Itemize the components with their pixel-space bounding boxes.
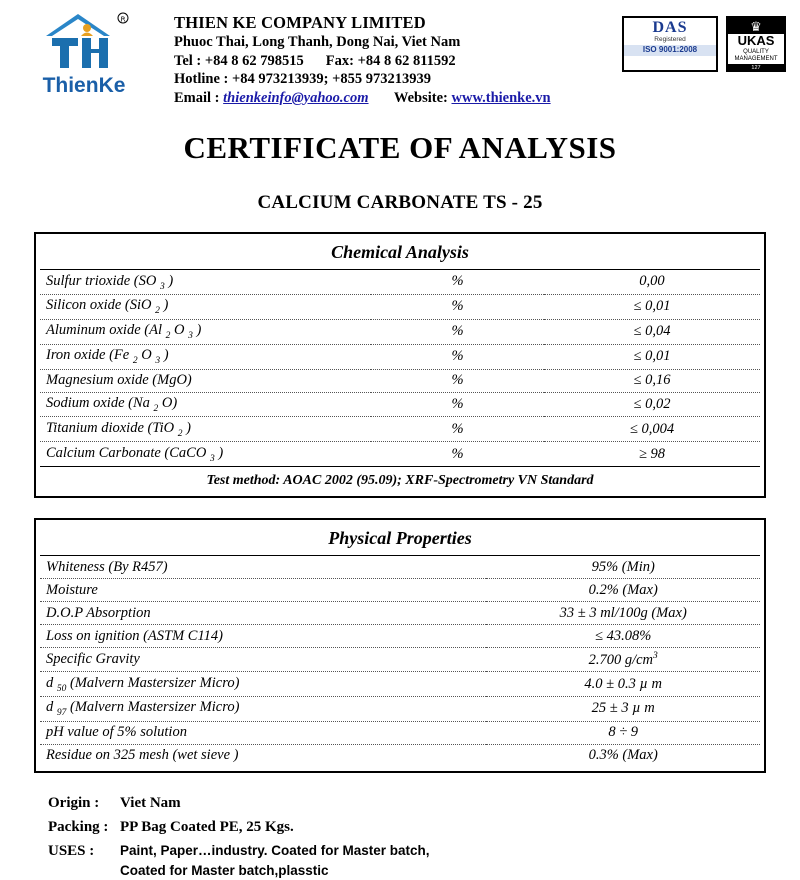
table-row	[40, 696, 760, 721]
param-mgo: Magnesium oxide (MgO)	[40, 369, 371, 392]
ukas-quality-text: QUALITY	[728, 49, 784, 57]
value-specific-gravity-exponent: 3	[653, 650, 658, 661]
certification-logos	[596, 8, 786, 72]
chemical-analysis-heading: Chemical Analysis	[40, 238, 760, 270]
page-title: CERTIFICATE OF ANALYSIS	[183, 130, 617, 165]
physical-properties-section	[34, 518, 766, 773]
origin-value: Viet Nam	[120, 794, 181, 811]
company-name: THIEN KE COMPANY LIMITED	[174, 13, 426, 32]
crown-icon: ♛	[750, 19, 762, 34]
website-label: Website:	[393, 89, 448, 106]
value-mgo: ≤ 0,16	[544, 369, 760, 392]
uses-line-2: Coated for Master batch,plasstic	[120, 862, 329, 878]
unit-tio2: %	[371, 417, 544, 442]
value-ph-value: 8 ÷ 9	[486, 721, 760, 744]
table-row	[40, 417, 760, 442]
unit-al2o3: %	[371, 319, 544, 344]
unit-sio2: %	[371, 294, 544, 319]
param-tio2: Titanium dioxide (TiO $_2$ )	[40, 417, 371, 442]
origin-row	[48, 795, 766, 812]
product-title: CALCIUM CARBONATE TS - 25	[257, 192, 543, 213]
param-specific-gravity: Specific Gravity	[40, 648, 486, 672]
origin-label: Origin :	[48, 794, 100, 811]
param-ph-value: pH value of 5% solution	[40, 721, 486, 744]
param-moisture: Moisture	[40, 579, 486, 602]
unit-mgo: %	[371, 369, 544, 392]
table-row	[40, 369, 760, 392]
value-specific-gravity-text: 2.700 g/cm	[588, 651, 654, 668]
table-header-row	[40, 524, 760, 556]
physical-properties-table	[40, 524, 760, 767]
email-link[interactable]: thienkeinfo@yahoo.com	[223, 89, 369, 106]
param-whiteness: Whiteness (By R457)	[40, 556, 486, 579]
logo-wordmark	[43, 74, 126, 98]
value-tio2: ≤ 0,004	[544, 417, 760, 442]
document-header	[0, 0, 800, 112]
company-address: Phuoc Thai, Long Thanh, Dong Nai, Viet Nam	[174, 34, 461, 51]
company-hotline: Hotline : +84 973213939; +855 973213939	[174, 71, 431, 88]
param-fe2o3: Iron oxide (Fe $_2$ O $_3$ )	[40, 344, 371, 369]
ukas-management-text: MANAGEMENT	[728, 56, 784, 64]
das-logo-text: DAS	[652, 19, 688, 36]
value-so3: 0,00	[544, 270, 760, 295]
table-row	[40, 442, 760, 467]
table-row	[40, 319, 760, 344]
company-tel: Tel : +84 8 62 798515	[174, 52, 304, 69]
table-row	[40, 556, 760, 579]
value-moisture: 0.2% (Max)	[486, 579, 760, 602]
value-na2o: ≤ 0,02	[544, 392, 760, 417]
physical-properties-heading: Physical Properties	[40, 524, 760, 556]
company-logo	[14, 8, 154, 98]
value-d97: 25 ± 3 µ m	[486, 696, 760, 721]
table-row	[40, 648, 760, 672]
param-al2o3: Aluminum oxide (Al $_2$ O $_3$ )	[40, 319, 371, 344]
packing-row	[48, 819, 766, 836]
value-sio2: ≤ 0,01	[544, 294, 760, 319]
ukas-certification-icon	[726, 16, 786, 72]
ukas-name-text: UKAS	[728, 34, 784, 49]
param-loss-on-ignition: Loss on ignition (ASTM C114)	[40, 625, 486, 648]
svg-text:R: R	[120, 15, 126, 24]
unit-fe2o3: %	[371, 344, 544, 369]
table-row	[40, 602, 760, 625]
param-sio2: Silicon oxide (SiO $_2$ )	[40, 294, 371, 319]
chemical-analysis-section	[34, 232, 766, 498]
uses-label: USES :	[48, 842, 95, 859]
param-so3: Sulfur trioxide (SO $_3$ )	[40, 270, 371, 295]
unit-so3: %	[371, 270, 544, 295]
value-loss-on-ignition: ≤ 43.08%	[486, 625, 760, 648]
param-na2o: Sodium oxide (Na $_2$ O)	[40, 392, 371, 417]
table-header-row	[40, 238, 760, 270]
table-row	[40, 625, 760, 648]
das-registered-text: Registered	[654, 36, 686, 43]
uses-line-1: Paint, Paper…industry. Coated for Master batch,	[120, 842, 430, 858]
packing-value: PP Bag Coated PE, 25 Kgs.	[120, 818, 294, 835]
company-details	[154, 8, 596, 107]
das-iso-text: ISO 9001:2008	[624, 45, 716, 55]
value-al2o3: ≤ 0,04	[544, 319, 760, 344]
table-row	[40, 579, 760, 602]
table-row	[40, 344, 760, 369]
param-caco3: Calcium Carbonate (CaCO $_3$ )	[40, 442, 371, 467]
packing-label: Packing :	[48, 818, 109, 835]
param-dop-absorption: D.O.P Absorption	[40, 602, 486, 625]
logo-word-thien: Thien	[42, 74, 99, 97]
unit-caco3: %	[371, 442, 544, 467]
value-residue-325-mesh: 0.3% (Max)	[588, 747, 658, 764]
ukas-number-text: 127	[751, 64, 761, 71]
logo-word-ke: Ke	[98, 74, 126, 97]
param-d97: d $_{97}$ (Malvern Mastersizer Micro)	[40, 696, 486, 721]
email-label: Email :	[174, 89, 220, 106]
table-row	[40, 672, 760, 697]
value-dop-absorption: 33 ± 3 ml/100g (Max)	[486, 602, 760, 625]
value-d50: 4.0 ± 0.3 µ m	[486, 672, 760, 697]
value-caco3: ≥ 98	[544, 442, 760, 467]
uses-row	[48, 843, 766, 878]
unit-na2o: %	[371, 392, 544, 417]
test-method-text: Test method: AOAC 2002 (95.09); XRF-Spectrometry VN Standard	[40, 467, 760, 493]
table-row	[40, 721, 760, 744]
document-footer	[48, 795, 766, 878]
value-fe2o3: ≤ 0,01	[544, 344, 760, 369]
table-row	[40, 392, 760, 417]
company-tel-fax	[174, 52, 596, 71]
das-certification-icon	[622, 16, 718, 72]
company-email-web	[174, 89, 596, 108]
table-row	[40, 744, 760, 767]
value-whiteness: 95% (Min)	[486, 556, 760, 579]
table-row	[40, 294, 760, 319]
param-residue-325-mesh: Residue on 325 mesh (wet sieve )	[46, 747, 239, 764]
param-d50: d $_{50}$ (Malvern Mastersizer Micro)	[40, 672, 486, 697]
company-fax: Fax: +84 8 62 811592	[325, 52, 456, 69]
thienke-logo-icon	[38, 12, 130, 72]
table-row	[40, 270, 760, 295]
chemical-analysis-table	[40, 238, 760, 492]
value-specific-gravity	[486, 648, 760, 672]
test-method-row	[40, 467, 760, 493]
website-link[interactable]: www.thienke.vn	[451, 89, 551, 106]
